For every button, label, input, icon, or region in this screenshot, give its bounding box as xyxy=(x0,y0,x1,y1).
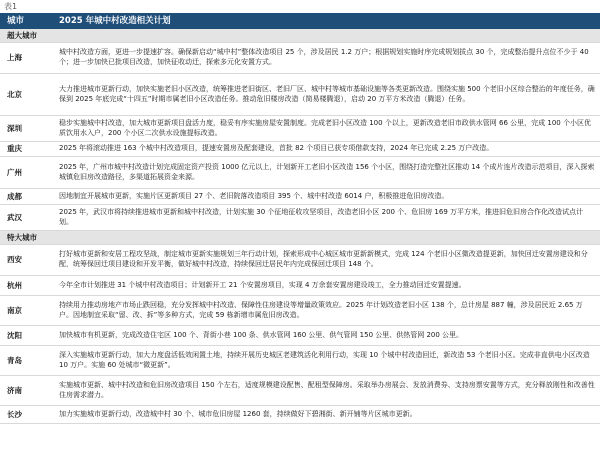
table-row xyxy=(0,346,600,376)
header-city: 城市 xyxy=(0,13,52,29)
city-cell: 济南 xyxy=(0,376,52,406)
table-row xyxy=(0,142,600,157)
city-cell: 长沙 xyxy=(0,406,52,424)
table-row xyxy=(0,74,600,116)
plan-cell: 2025 年，广州市城中村改造计划完成固定资产投资 1000 亿元以上，计划新开工老旧小区改造 156 个小区，围绕打造完整社区推动 14 个成片连片改造示范项目，深入探索城镇危旧房改造路径，多渠道拓展资金来源。 xyxy=(52,157,600,189)
plan-cell: 持续用力推动房地产市场止跌回稳，充分发挥城中村改造、保障性住房建设等增量政策效应。2025 年计划改造老旧小区 138 个，总计房屋 887 幢，涉及居民近 2.65 万户。因地制宜采取“留、改、拆”等多种方式，完成 59 栋新增市属危旧房改造。 xyxy=(52,296,600,326)
table-row xyxy=(0,43,600,74)
city-cell: 广州 xyxy=(0,157,52,189)
table-row xyxy=(0,376,600,406)
plan-cell: 打好城市更新和安居工程攻坚战，制定城市更新实施规划三年行动计划，探索形成中心城区城市更新新模式，完成 124 个老旧小区微改造提更新，加快回迁安置房建设和分配，统筹保回迁项目建设和开发平衡，做好城中村改造，持续保回迁居民年内完成保回迁项目 148 个。 xyxy=(52,245,600,276)
plan-cell: 2025 年将滚动推进 163 个城中村改造项目，提速安置房及配套建设，首批 82 个项目已获专项借款支持，2024 年已完成 2.25 万户改造。 xyxy=(52,142,600,157)
city-cell: 西安 xyxy=(0,245,52,276)
group-row-megacities xyxy=(0,29,600,43)
plan-cell: 深入实施城市更新行动，加大力度盘活低效闲置土地，持续开展历史城区老建筑活化利用行动，实现 10 个城中村改造回迁，新改造 53 个老旧小区。完成非直供电小区改造 10 万户。实施 60 处城市“微更新”。 xyxy=(52,346,600,376)
group-row-large-cities xyxy=(0,231,600,245)
city-renewal-plan-table xyxy=(0,13,600,424)
plan-cell: 加力实施城市更新行动，改造城中村 30 个、城市危旧房屋 1260 套，持续做好下碧湘街、新开铺等片区城市更新。 xyxy=(52,406,600,424)
header-plan: 2025 年城中村改造相关计划 xyxy=(52,13,600,29)
table-row xyxy=(0,276,600,296)
plan-cell: 因地制宜开展城市更新，实施片区更新项目 27 个、老旧院落改造项目 395 个、城中村改造 6014 户，积极推进危旧房改造。 xyxy=(52,189,600,205)
city-cell: 深圳 xyxy=(0,116,52,142)
city-cell: 沈阳 xyxy=(0,326,52,346)
city-cell: 杭州 xyxy=(0,276,52,296)
table-row xyxy=(0,189,600,205)
city-cell: 武汉 xyxy=(0,205,52,231)
table-row xyxy=(0,326,600,346)
table-row xyxy=(0,116,600,142)
group-label: 超大城市 xyxy=(0,29,600,43)
table-row xyxy=(0,406,600,424)
plan-cell: 2025 年，武汉市将持续推进城市更新和城中村改造，计划实施 30 个征地征收攻坚项目，改造老旧小区 200 个、危旧房 169 万平方米，推进旧危旧房合作化改造试点计划。 xyxy=(52,205,600,231)
table-row xyxy=(0,157,600,189)
city-cell: 上海 xyxy=(0,43,52,74)
plan-cell: 实施城市更新、城中村改造和危旧房改造项目 150 个左右，适度规模建设配售、配租型保障房。采取举办房展会、发放消费券、支持房票安置等方式，充分释放刚性和改善性住房需求潜力。 xyxy=(52,376,600,406)
city-cell: 南京 xyxy=(0,296,52,326)
city-cell: 重庆 xyxy=(0,142,52,157)
table-row xyxy=(0,205,600,231)
table-row xyxy=(0,245,600,276)
table-header-row xyxy=(0,13,600,29)
table-row xyxy=(0,296,600,326)
city-cell: 成都 xyxy=(0,189,52,205)
table-caption: 表1 xyxy=(4,2,18,11)
plan-cell: 大力推进城市更新行动，加快实施老旧小区改造，统筹推进老旧街区、老旧厂区、城中村等城市基础设施等各类更新改造。围绕实施 500 个老旧小区综合整治的年度任务，确保到 2025 年底完成“十四五”时期市属老旧小区改造任务。推动危旧楼房改造（简易楼腾退），启动 20 万平方米改造（腾退）任务。 xyxy=(52,74,600,116)
plan-cell: 加快城市有机更新，完成改造住宅区 100 个、背街小巷 100 条、供水管网 160 公里、供气管网 150 公里、供热管网 200 公里。 xyxy=(52,326,600,346)
plan-cell: 城中村改造方面，更进一步提速扩容。确保新启动“城中村”整体改造项目 25 个，涉及居民 1.2 万户；根据规划实施时序完成规划拔点 30 个，完成整治提升点位不少于 40 个；进一步加快已批项目改造，加快征收动迁，探索多元化安置方式。 xyxy=(52,43,600,74)
city-cell: 北京 xyxy=(0,74,52,116)
plan-cell: 稳步实施城中村改造，加大城市更新项目盘活力度，稳妥有序实施房屋安置制度。完成老旧小区改造 100 个以上，更新改造老旧市政供水管网 66 公里，完成 100 个小区优质饮用水入户，200 个小区二次供水设施提标改造。 xyxy=(52,116,600,142)
group-label: 特大城市 xyxy=(0,231,600,245)
city-cell: 青岛 xyxy=(0,346,52,376)
plan-cell: 今年全市计划推进 31 个城中村改造项目；计划新开工 21 个安置房项目，实现 4 万余套安置房建设竣工，全力推动回迁安置提速。 xyxy=(52,276,600,296)
